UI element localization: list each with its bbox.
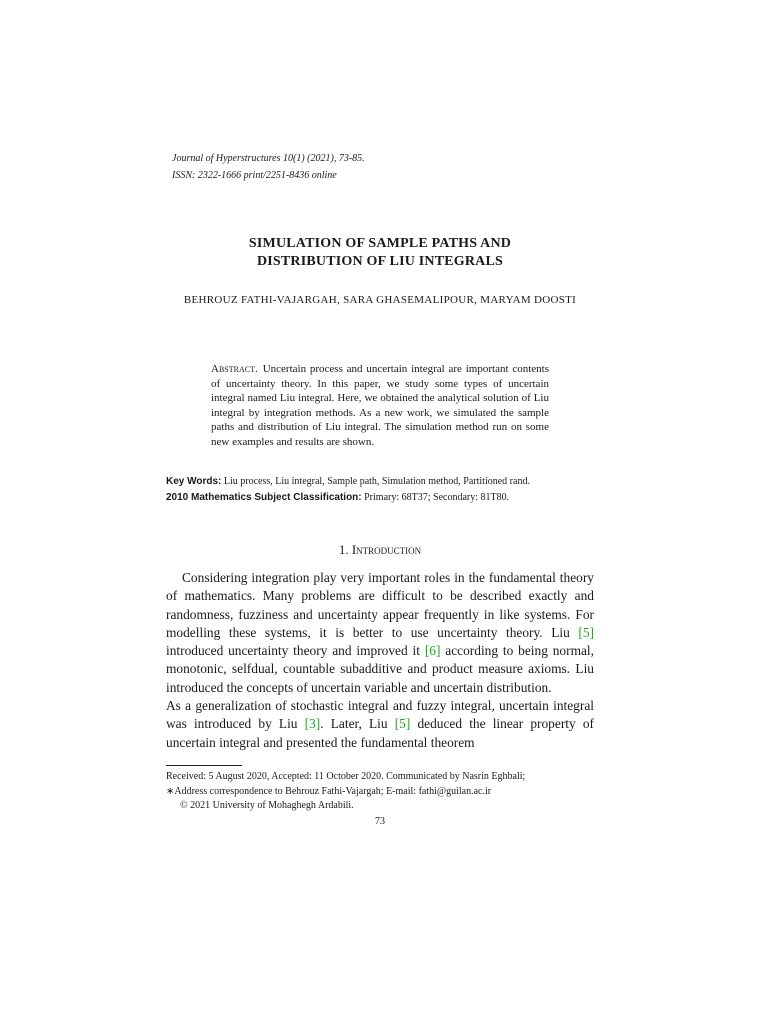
abstract	[211, 362, 549, 450]
footnote-copyright: © 2021 University of Mohaghegh Ardabili.	[180, 800, 354, 811]
keywords-label: Key Words:	[166, 476, 222, 487]
keywords-text: Liu process, Liu integral, Sample path, Simulation method, Partitioned rand.	[223, 476, 530, 487]
journal-citation: Journal of Hyperstructures 10(1) (2021), 73-85.	[172, 153, 365, 164]
msc-classification	[166, 490, 606, 505]
citation-link[interactable]: [5]	[394, 716, 411, 732]
citation-link[interactable]: [5]	[578, 624, 594, 640]
paragraph: As a generalization of stochastic integral and fuzzy integral, uncertain integral was introduced by Liu [3]. Later, Liu [5] deduced the linear property of uncertain integral and presented the fundamental theorem	[166, 698, 594, 750]
author-list: BEHROUZ FATHI-VAJARGAH, SARA GHASEMALIPOUR, MARYAM DOOSTI	[183, 294, 577, 306]
body-text	[166, 569, 594, 752]
issn-line: ISSN: 2322-1666 print/2251-8436 online	[172, 170, 337, 181]
section-heading	[0, 542, 760, 558]
footnote-received: Received: 5 August 2020, Accepted: 11 October 2020. Communicated by Nasrin Eghbali;	[166, 771, 526, 782]
section-number: 1.	[338, 542, 349, 557]
keywords	[166, 474, 606, 489]
paragraph: Considering integration play very important roles in the fundamental theory of mathematics. Many problems are difficult to be described exactly and randomness, fuzziness and uncertainty appear frequently in like systems. For modelling these systems, it is better to use uncertainty theory. Liu [5] introduced uncertainty theory and improved it [6] according to being normal, monotonic, selfdual, countable subadditive and product measure axioms. Liu introduced the concepts of uncertain variable and uncertain distribution.	[166, 570, 595, 695]
citation-link[interactable]: [3]	[304, 716, 321, 732]
section-title: Introduction	[351, 542, 422, 557]
page-number: 73	[375, 816, 385, 827]
msc-label: 2010 Mathematics Subject Classification:	[166, 492, 362, 503]
msc-text: Primary: 68T37; Secondary: 81T80.	[364, 492, 510, 503]
citation-link[interactable]: [6]	[424, 643, 441, 659]
footnote-rule	[166, 765, 242, 766]
abstract-label: Abstract.	[211, 363, 258, 375]
paper-title-line-2: DISTRIBUTION OF LIU INTEGRALS	[256, 254, 504, 269]
abstract-text: Uncertain process and uncertain integral are important contents of uncertainty theory. In this paper, we study some types of uncertain integral named Liu integral. Here, we obtained the analytical solution of Liu integral by integration methods. As a new work, we simulated the sample paths and distribution of Liu integral. The simulation method run on some new examples and results are shown.	[211, 363, 549, 448]
paper-title-line-1: SIMULATION OF SAMPLE PATHS AND	[248, 236, 512, 251]
footnote-address: ∗Address correspondence to Behrouz Fathi-Vajargah; E-mail: fathi@guilan.ac.ir	[166, 786, 492, 797]
